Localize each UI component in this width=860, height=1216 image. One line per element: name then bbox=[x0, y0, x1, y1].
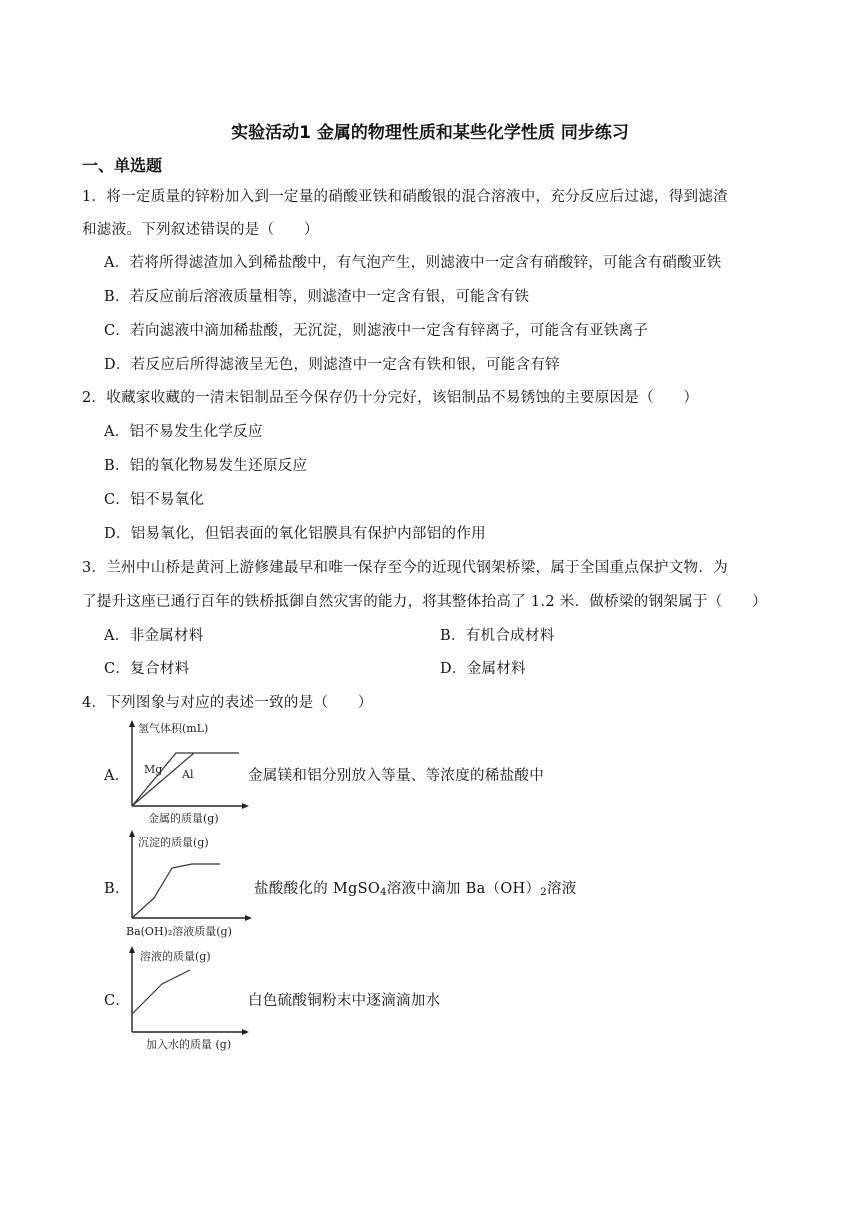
question-2-option-a[interactable]: A．铝不易发生化学反应 bbox=[104, 424, 263, 440]
graph-b-xlabel: Ba(OH)₂溶液质量(g) bbox=[126, 925, 232, 938]
graph-b bbox=[124, 828, 264, 940]
graph-a-xlabel: 金属的质量(g) bbox=[148, 812, 219, 825]
question-1-option-d[interactable]: D．若反应后所得滤液呈无色，则滤渣中一定含有铁和银，可能含有锌 bbox=[104, 357, 560, 373]
question-4-option-a-letter[interactable]: A． bbox=[104, 768, 130, 784]
graph-a-series-al: Al bbox=[182, 768, 194, 781]
question-1-stem-line2: 和滤液。下列叙述错误的是（ ） bbox=[82, 222, 319, 238]
question-1-option-c[interactable]: C．若向滤液中滴加稀盐酸，无沉淀，则滤液中一定含有锌离子，可能含有亚铁离子 bbox=[104, 323, 649, 339]
graph-b-y-arrow bbox=[129, 830, 135, 837]
question-3-stem-line2: 了提升这座已通行百年的铁桥抵御自然灾害的能力，将其整体抬高了 1.2 米．做桥梁的钢架属于（ ） bbox=[82, 594, 767, 610]
question-1-option-b[interactable]: B．若反应前后溶液质量相等，则滤渣中一定含有银，可能含有铁 bbox=[104, 289, 530, 305]
graph-c-xlabel: 加入水的质量 (g) bbox=[146, 1038, 232, 1051]
question-3-option-b[interactable]: B．有机合成材料 bbox=[440, 628, 555, 644]
graph-b-ylabel: 沉淀的质量(g) bbox=[138, 836, 209, 849]
question-3-option-a[interactable]: A．非金属材料 bbox=[104, 628, 204, 644]
graph-a-y-arrow bbox=[129, 720, 135, 727]
question-4-option-b-text: 盐酸酸化的 MgSO$_4$溶液中滴加 $Ba(OH)_2$溶液 bbox=[254, 881, 577, 898]
question-4-option-a-text: 金属镁和铝分别放入等量、等浓度的稀盐酸中 bbox=[248, 768, 544, 784]
graph-a-ylabel: 氢气体积(mL) bbox=[138, 722, 209, 735]
question-2-option-c[interactable]: C．铝不易氧化 bbox=[104, 492, 205, 508]
question-1-option-a[interactable]: A．若将所得滤渣加入到稀盐酸中，有气泡产生，则滤液中一定含有硝酸锌，可能含有硝酸亚铁 bbox=[104, 255, 722, 271]
question-2-stem: 2．收藏家收藏的一清末铝制品至今保存仍十分完好，该铝制品不易锈蚀的主要原因是（ ） bbox=[82, 390, 699, 406]
graph-c-ylabel: 溶液的质量(g) bbox=[140, 950, 211, 963]
question-4-option-c-text: 白色硫酸铜粉末中逐滴滴加水 bbox=[248, 993, 441, 1009]
graph-c-y-arrow bbox=[129, 946, 135, 953]
question-4-stem: 4．下列图象与对应的表述一致的是（ ） bbox=[82, 695, 373, 711]
question-1-stem-line1: 1．将一定质量的锌粉加入到一定量的硝酸亚铁和硝酸银的混合溶液中，充分反应后过滤，得到滤渣 bbox=[82, 189, 728, 205]
graph-a-x-arrow bbox=[242, 803, 249, 809]
question-3-stem-line1: 3．兰州中山桥是黄河上游修建最早和唯一保存至今的近现代钢架桥梁，属于全国重点保护文物．为 bbox=[82, 560, 728, 576]
question-3-option-c[interactable]: C．复合材料 bbox=[104, 661, 190, 677]
page-title: 实验活动1 金属的物理性质和某些化学性质 同步练习 bbox=[231, 123, 629, 143]
graph-a-series-mg: Mg bbox=[144, 763, 163, 776]
question-4-option-c-letter[interactable]: C． bbox=[104, 993, 131, 1009]
graph-a bbox=[124, 718, 254, 828]
section-heading: 一、单选题 bbox=[82, 156, 163, 175]
question-3-option-d[interactable]: D．金属材料 bbox=[440, 661, 526, 677]
question-2-option-b[interactable]: B．铝的氧化物易发生还原反应 bbox=[104, 458, 308, 474]
question-4-option-b-letter[interactable]: B． bbox=[104, 881, 130, 897]
graph-c bbox=[124, 944, 259, 1054]
graph-c-x-arrow bbox=[242, 1029, 249, 1035]
graph-b-line bbox=[132, 864, 220, 918]
graph-c-line bbox=[132, 970, 190, 1014]
graph-b-x-arrow bbox=[245, 915, 252, 921]
question-2-option-d[interactable]: D．铝易氧化，但铝表面的氧化铝膜具有保护内部铝的作用 bbox=[104, 526, 486, 542]
